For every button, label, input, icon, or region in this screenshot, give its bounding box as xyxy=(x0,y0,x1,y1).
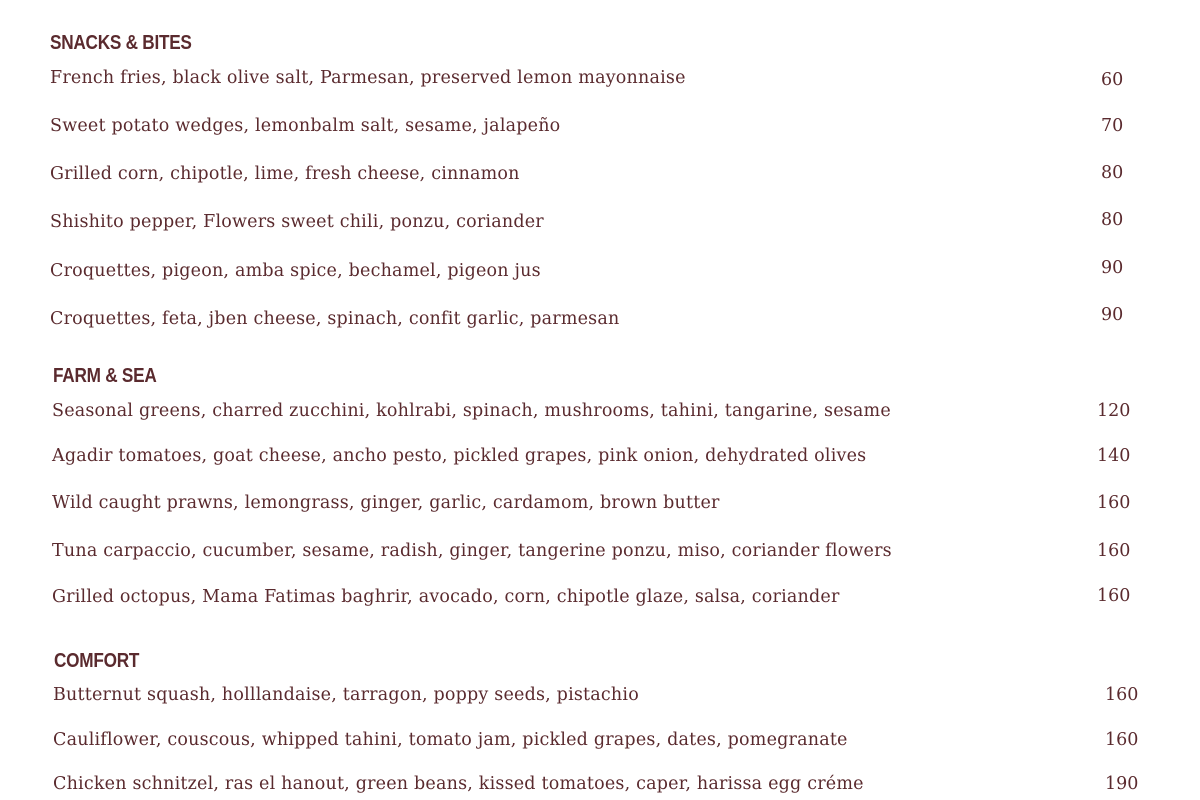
menu-item-description: Tuna carpaccio, cucumber, sesame, radish, ginger, tangerine ponzu, miso, coriander flowers xyxy=(52,541,892,561)
menu-item-price: 160 xyxy=(1097,586,1131,606)
menu-item-description: Wild caught prawns, lemongrass, ginger, garlic, cardamom, brown butter xyxy=(52,493,720,513)
menu-item-price: 120 xyxy=(1097,401,1131,421)
menu-item-description: Shishito pepper, Flowers sweet chili, ponzu, coriander xyxy=(50,212,544,232)
section-title-farm-sea: FARM & SEA xyxy=(53,365,157,387)
menu-item-description: Grilled octopus, Mama Fatimas baghrir, avocado, corn, chipotle glaze, salsa, coriander xyxy=(52,587,840,607)
menu-item-price: 90 xyxy=(1101,305,1124,325)
menu-item-description: Cauliflower, couscous, whipped tahini, tomato jam, pickled grapes, dates, pomegranate xyxy=(53,730,848,750)
menu-item-price: 70 xyxy=(1101,116,1124,136)
menu-item-description: Chicken schnitzel, ras el hanout, green beans, kissed tomatoes, caper, harissa egg créme xyxy=(53,774,864,794)
menu-item-price: 160 xyxy=(1105,730,1139,750)
menu-item-description: Croquettes, pigeon, amba spice, bechamel, pigeon jus xyxy=(50,261,541,281)
menu-item-price: 190 xyxy=(1105,774,1139,794)
menu-item-price: 140 xyxy=(1097,446,1131,466)
section-title-comfort: COMFORT xyxy=(54,650,140,672)
menu-item-price: 80 xyxy=(1101,210,1124,230)
menu-item-description: Sweet potato wedges, lemonbalm salt, sesame, jalapeño xyxy=(50,116,561,136)
menu-item-price: 160 xyxy=(1097,493,1131,513)
section-title-snacks: SNACKS & BITES xyxy=(50,32,192,54)
menu-item-description: Croquettes, feta, jben cheese, spinach, confit garlic, parmesan xyxy=(50,309,620,329)
menu-item-price: 80 xyxy=(1101,163,1124,183)
menu-item-price: 160 xyxy=(1097,541,1131,561)
menu-item-description: Agadir tomatoes, goat cheese, ancho pesto, pickled grapes, pink onion, dehydrated olives xyxy=(52,446,867,466)
menu-item-price: 90 xyxy=(1101,258,1124,278)
menu-item-description: Butternut squash, holllandaise, tarragon, poppy seeds, pistachio xyxy=(53,685,639,705)
menu-item-description: Seasonal greens, charred zucchini, kohlrabi, spinach, mushrooms, tahini, tangarine, sesame xyxy=(52,401,891,421)
menu-item-price: 60 xyxy=(1101,70,1124,90)
menu-item-price: 160 xyxy=(1105,685,1139,705)
menu-item-description: French fries, black olive salt, Parmesan, preserved lemon mayonnaise xyxy=(50,68,686,88)
menu-item-description: Grilled corn, chipotle, lime, fresh cheese, cinnamon xyxy=(50,164,520,184)
